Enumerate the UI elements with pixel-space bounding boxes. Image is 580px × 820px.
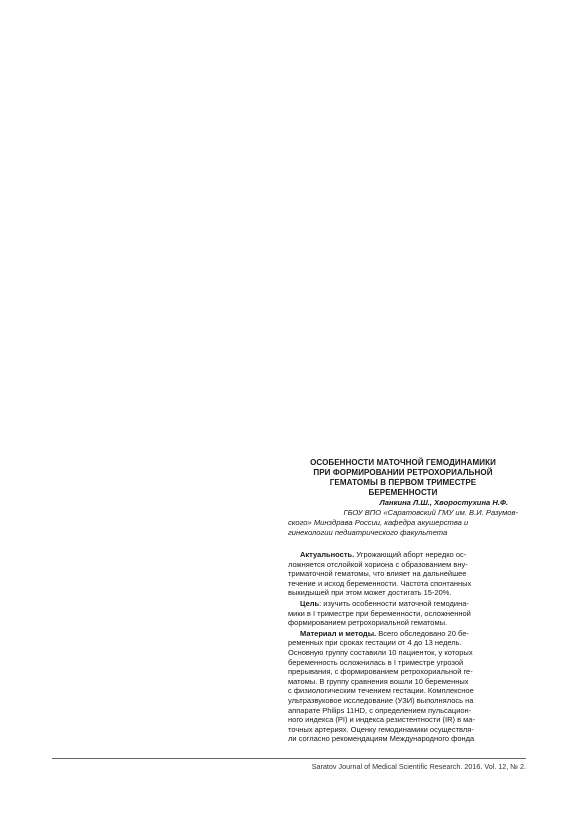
section-heading: Актуальность. (300, 550, 355, 559)
section-methods (288, 629, 518, 744)
abstract-column (288, 458, 518, 744)
affiliation-line: ского» Минздрава России, кафедра акушерства и (288, 518, 469, 527)
paragraph-line: триматочной гематомы, что влияет на дальнейшее (288, 569, 467, 579)
paragraph-line: выкидышей при этом может достигать 15-20%. (288, 588, 452, 598)
paragraph-line: ного индекса (PI) и индекса резистентности (IR) в ма- (288, 715, 475, 725)
paragraph-line: Всего обследовано 20 бе- (378, 628, 469, 638)
title-line: ГЕМАТОМЫ В ПЕРВОМ ТРИМЕСТРЕ (329, 478, 477, 487)
title-line: БЕРЕМЕННОСТИ (368, 488, 438, 497)
title-line: ОСОБЕННОСТИ МАТОЧНОЙ ГЕМОДИНАМИКИ (310, 458, 496, 467)
section-relevance (288, 550, 518, 598)
paragraph-line: беременность осложнилась в I триместре угрозой (288, 657, 464, 667)
affiliation-line: гинекологии педиатрического факультета (288, 528, 448, 537)
journal-footer: Saratov Journal of Medical Scientific Research. 2016. Vol. 12, № 2. (311, 762, 526, 771)
paragraph-line: ложняется отслойкой хориона с образованием вну- (288, 559, 468, 569)
paragraph-line: аппарате Philips 11HD, с определением пульсацион- (288, 705, 472, 715)
footer-divider (52, 758, 526, 759)
paragraph-line: мики в I триместре при беременности, осложненной (288, 608, 471, 618)
section-goal (288, 599, 518, 628)
paragraph-line: Угрожающий аборт нередко ос- (356, 550, 467, 559)
paragraph-line: : изучить особенности маточной гемодина- (319, 598, 469, 608)
affiliation (288, 508, 518, 538)
paragraph-line: ультразвуковое исследование (УЗИ) выполнялось на (288, 695, 474, 705)
paragraph-line: прерывания, с формированием ретрохориальной ге- (288, 667, 473, 677)
section-heading: Цель (300, 598, 320, 608)
title-line: ПРИ ФОРМИРОВАНИИ РЕТРОХОРИАЛЬНОЙ (313, 468, 493, 477)
paragraph-line: течение и исход беременности. Частота спонтанных (288, 578, 472, 588)
authors: Ланкина Л.Ш., Хворостухина Н.Ф. (379, 498, 508, 507)
paragraph-line: формированием ретрохориальной гематомы. (288, 618, 448, 628)
paragraph-line: точных артериях. Оценку гемодинамики осуществля- (288, 724, 474, 734)
paragraph-line: Основную группу составили 10 пациенток, у которых (288, 647, 473, 657)
article-title (288, 458, 518, 498)
paragraph-line: матомы. В группу сравнения вошли 10 беременных (288, 676, 469, 686)
paragraph-line: ременных при сроках гестации от 4 до 13 недель. (288, 638, 462, 648)
paragraph-line: ли согласно рекомендациям Международного фонда (288, 734, 475, 744)
section-heading: Материал и методы. (300, 628, 377, 638)
affiliation-line: ГБОУ ВПО «Саратовский ГМУ им. В.И. Разумов- (343, 508, 518, 517)
paragraph-line: с физиологическим течением гестации. Комплексное (288, 686, 474, 696)
